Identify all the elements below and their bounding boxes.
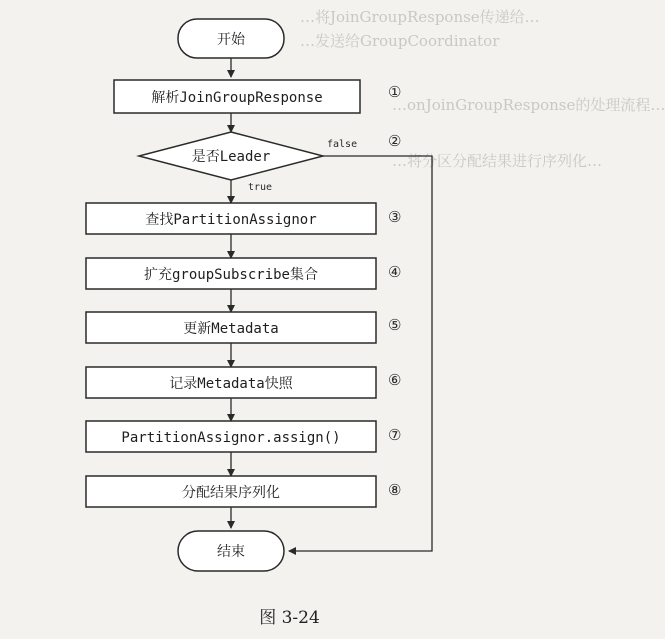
step-snapshot-metadata	[86, 367, 401, 398]
decision-is-leader	[139, 132, 401, 193]
background-text-line1: …将JoinGroupResponse传递给…	[300, 8, 540, 26]
end-node	[178, 531, 284, 571]
step-parse-response	[114, 80, 401, 113]
step-find-assignor	[86, 203, 401, 234]
step1-number: ①	[388, 83, 402, 101]
decision-label: 是否Leader	[191, 149, 271, 165]
step-serialize-result	[86, 476, 401, 507]
step-assign	[86, 421, 401, 452]
step5-label: 更新Metadata	[183, 321, 279, 337]
step8-label: 分配结果序列化	[182, 485, 280, 501]
step1-label: 解析JoinGroupResponse	[151, 90, 323, 106]
step3-number: ③	[388, 208, 402, 226]
step6-label: 记录Metadata快照	[169, 376, 293, 392]
background-text-line4: …将分区分配结果进行序列化…	[392, 152, 603, 170]
step4-label: 扩充groupSubscribe集合	[143, 267, 319, 283]
end-label: 结束	[217, 544, 245, 560]
step-update-metadata	[86, 312, 401, 343]
step8-number: ⑧	[388, 481, 402, 499]
true-label: true	[248, 182, 273, 193]
step-expand-subscribe	[86, 258, 401, 289]
step6-number: ⑥	[388, 371, 402, 389]
figure-caption: 图 3-24	[259, 608, 320, 628]
start-node	[178, 19, 284, 58]
false-label: false	[327, 139, 358, 150]
start-label: 开始	[217, 32, 245, 48]
step7-label: PartitionAssignor.assign()	[121, 430, 341, 446]
step4-number: ④	[388, 263, 402, 281]
background-text-line2: …发送给GroupCoordinator	[300, 32, 500, 50]
background-text-line3: …onJoinGroupResponse的处理流程…	[392, 96, 665, 114]
step7-number: ⑦	[388, 426, 402, 444]
step3-label: 查找PartitionAssignor	[145, 212, 317, 228]
decision-number: ②	[388, 132, 402, 150]
step5-number: ⑤	[388, 316, 402, 334]
